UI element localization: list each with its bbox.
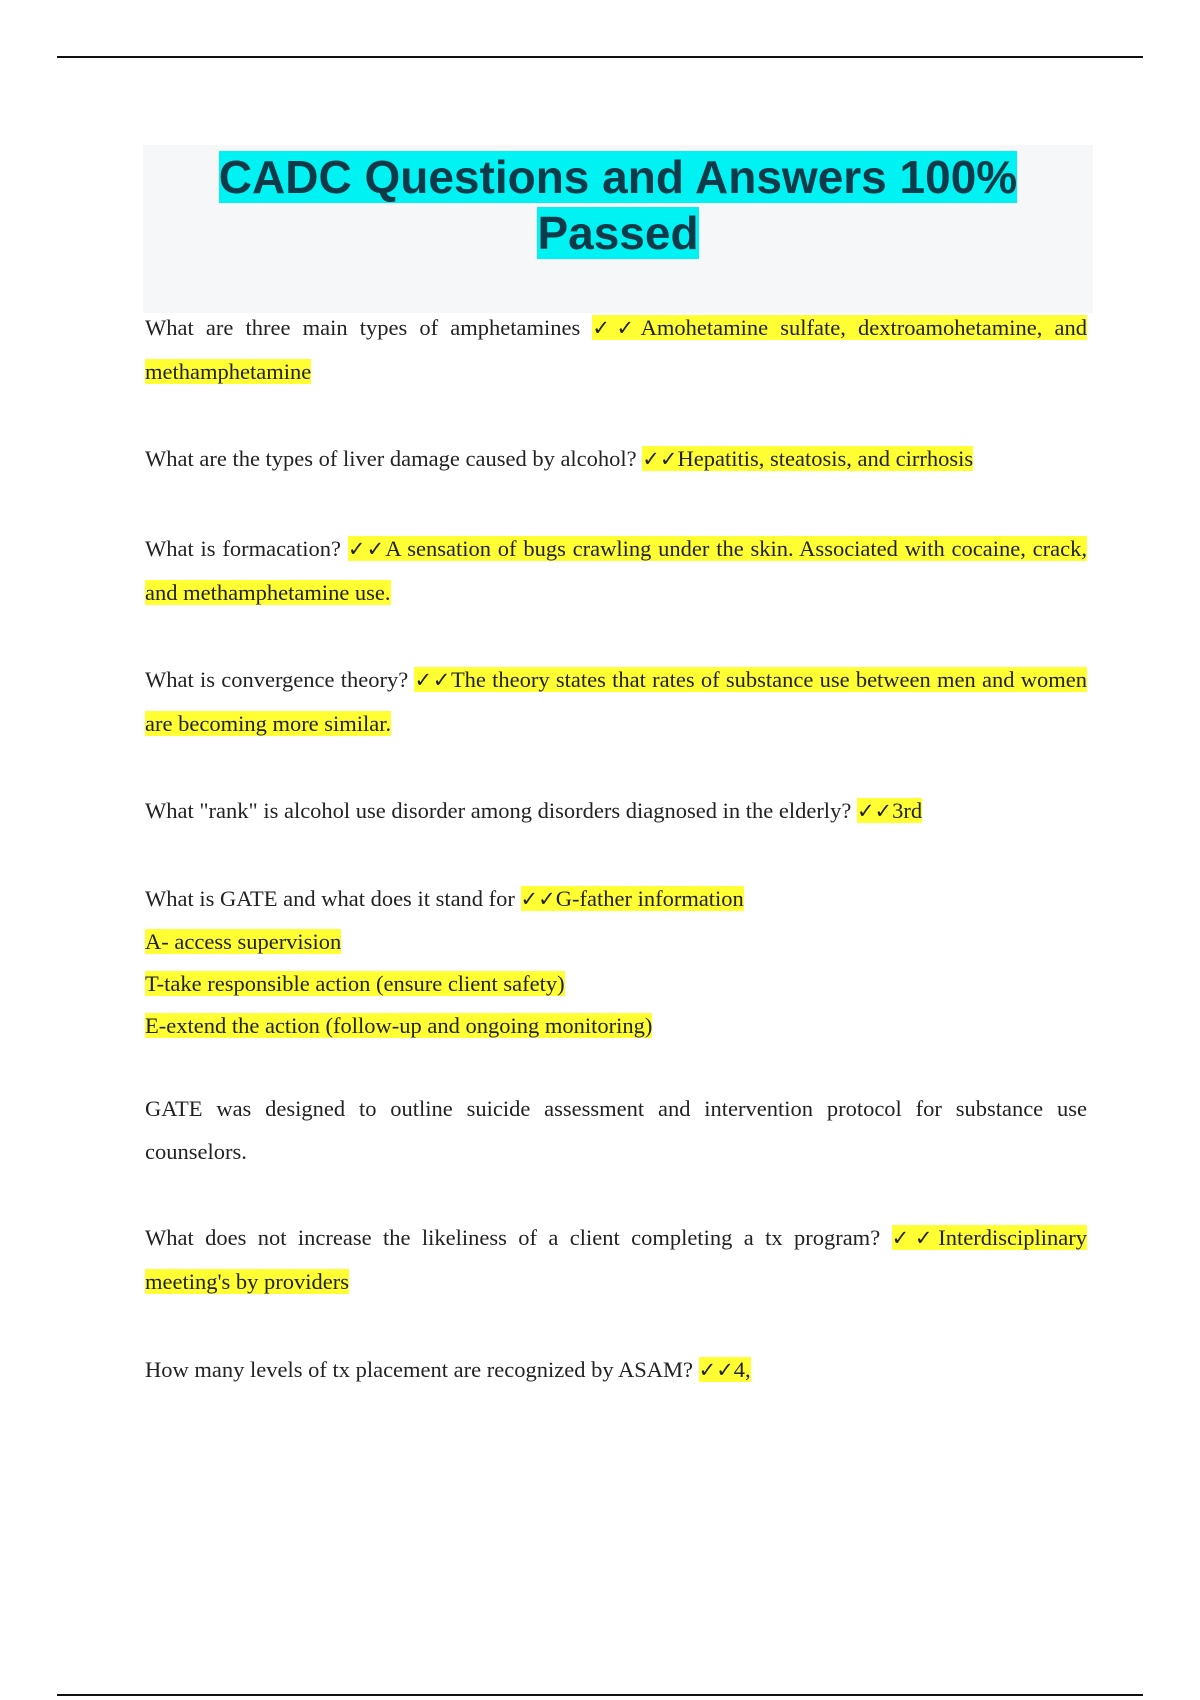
answer-text: ✓✓The theory states that rates of substance use between men and women are becoming more similar.: [145, 667, 1087, 736]
check-icon: ✓✓: [642, 447, 678, 471]
gate-note: GATE was designed to outline suicide assessment and intervention protocol for substance use counselors.: [145, 1096, 1087, 1164]
bottom-rule: [57, 1694, 1143, 1696]
gate-line-a: A- access supervision: [145, 929, 342, 954]
check-icon: ✓✓: [891, 1226, 939, 1250]
answer-text: ✓✓Interdisciplinary meeting's by providers: [145, 1225, 1087, 1294]
top-rule: [57, 56, 1143, 58]
qa-item-4: [145, 658, 1087, 746]
gate-acronym-list: [145, 921, 1087, 1047]
check-icon: ✓✓: [520, 887, 556, 911]
title-banner: [143, 145, 1093, 313]
answer-text: ✓✓Hepatitis, steatosis, and cirrhosis: [642, 446, 974, 471]
qa-item-2: [145, 437, 1087, 481]
qa-item-5: [145, 789, 1087, 833]
question-text: How many levels of tx placement are recognized by ASAM?: [145, 1357, 699, 1382]
answer-text: ✓✓3rd: [856, 798, 923, 823]
gate-line-t: T-take responsible action (ensure client safety): [145, 971, 565, 996]
qa-item-8: [145, 1348, 1087, 1392]
qa-item-3: [145, 527, 1087, 615]
check-icon: ✓✓: [592, 316, 641, 340]
question-text: What "rank" is alcohol use disorder among disorders diagnosed in the elderly?: [145, 798, 857, 823]
qa-item-1: [145, 306, 1087, 394]
question-text: What are three main types of amphetamines: [145, 315, 593, 340]
check-icon: ✓✓: [347, 537, 386, 561]
question-text: What is GATE and what does it stand for: [145, 886, 521, 911]
question-text: What is formacation?: [145, 536, 348, 561]
document-title: [143, 145, 1093, 261]
document-body: [145, 306, 1087, 1392]
question-text: What are the types of liver damage caused by alcohol?: [145, 446, 643, 471]
check-icon: ✓✓: [856, 799, 893, 823]
question-text: What is convergence theory?: [145, 667, 415, 692]
answer-text: ✓✓G-father information: [520, 886, 744, 911]
gate-line-e: E-extend the action (follow-up and ongoing monitoring): [145, 1013, 653, 1038]
title-line-1: CADC Questions and Answers 100%: [218, 151, 1018, 203]
title-line-2: Passed: [537, 207, 699, 259]
question-text: What does not increase the likeliness of a client completing a tx program?: [145, 1225, 892, 1250]
answer-text: ✓✓4,: [698, 1357, 751, 1382]
qa-item-7: [145, 1216, 1087, 1304]
check-icon: ✓✓: [698, 1358, 734, 1382]
answer-text: ✓✓A sensation of bugs crawling under the skin. Associated with cocaine, crack, and methamphetamine use.: [145, 536, 1087, 605]
answer-text: ✓✓Amohetamine sulfate, dextroamohetamine, and methamphetamine: [145, 315, 1087, 384]
check-icon: ✓✓: [414, 668, 451, 692]
qa-item-6: [145, 877, 1087, 921]
